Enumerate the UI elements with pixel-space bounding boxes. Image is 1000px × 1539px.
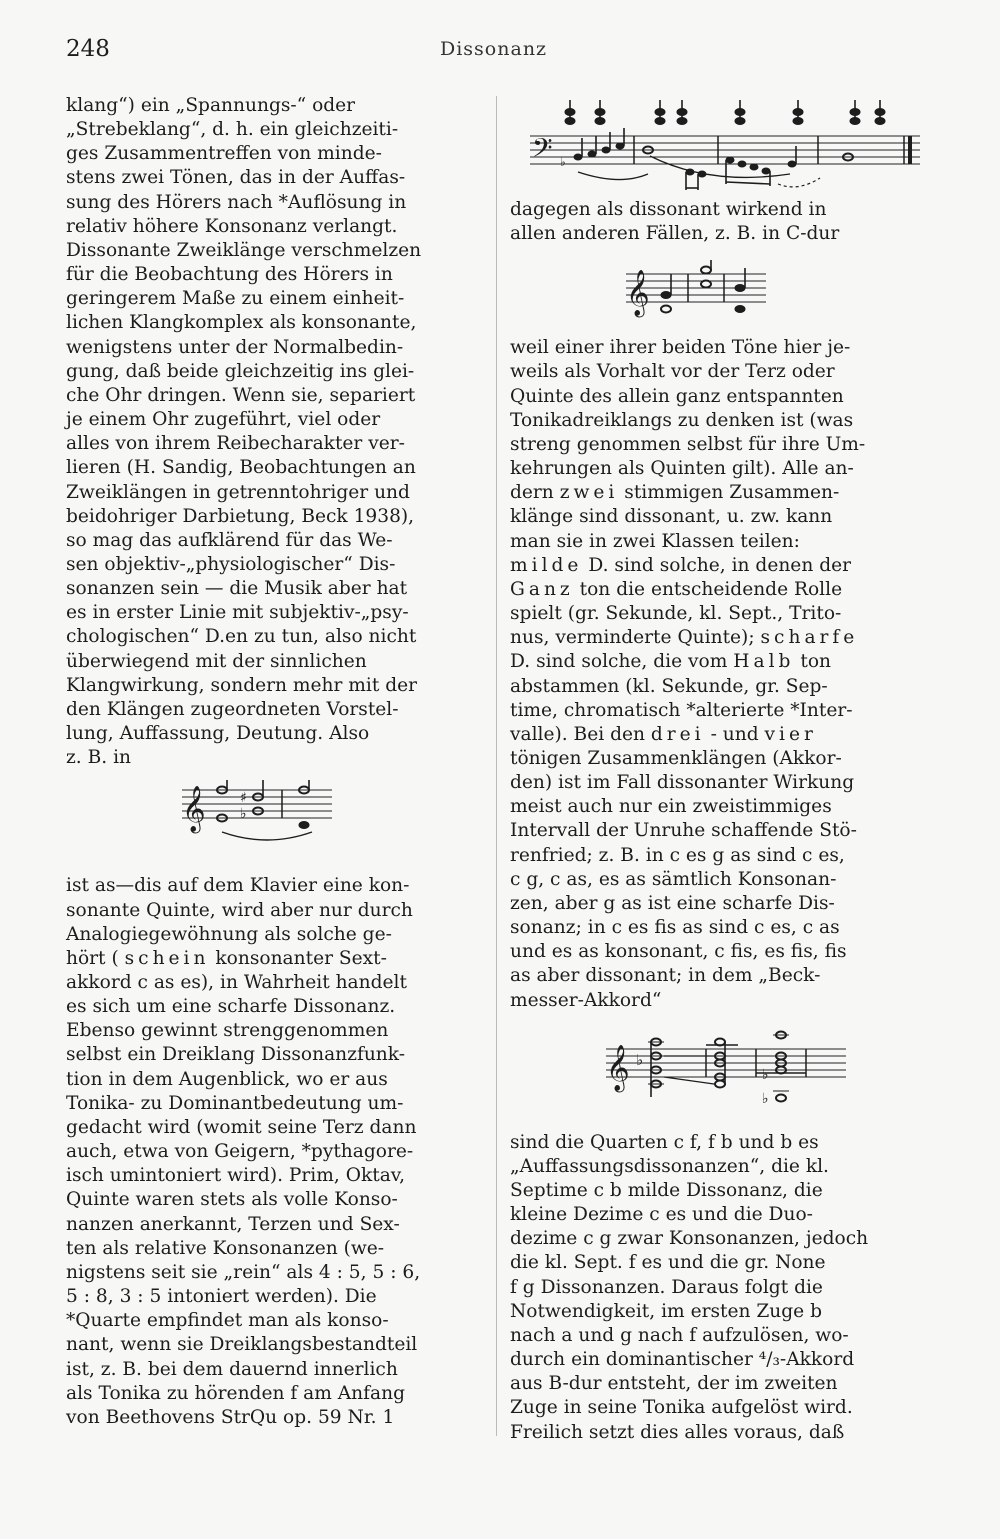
text-line: die kl. Sept. f es und die gr. None bbox=[510, 1252, 826, 1274]
text-line: auch, etwa von Geigern, *pythagore- bbox=[66, 1141, 414, 1163]
text-line: Notwendigkeit, im ersten Zuge b bbox=[510, 1300, 822, 1322]
text-line: lieren (H. Sandig, Beobachtungen an bbox=[66, 457, 416, 479]
text-fragment: ton bbox=[800, 651, 831, 673]
text-line: Tonika- zu Dominantbedeutung um- bbox=[66, 1092, 404, 1114]
music-example-svg bbox=[626, 260, 766, 320]
spaced-term: drei bbox=[650, 723, 705, 745]
page-number: 248 bbox=[66, 36, 110, 62]
left-text-block-b bbox=[66, 874, 486, 1430]
text-line: tion in dem Augenblick, wo er aus bbox=[66, 1068, 388, 1090]
text-fragment: D. sind solche, in denen der bbox=[588, 554, 851, 576]
text-line: als Tonika zu hörenden f am Anfang bbox=[66, 1382, 405, 1404]
text-line: überwiegend mit der sinnlichen bbox=[66, 650, 367, 672]
text-line: Tonikadreiklangs zu denken ist (was bbox=[510, 409, 854, 431]
spaced-term: Halb bbox=[733, 651, 795, 673]
text-line bbox=[510, 723, 925, 747]
music-example-beethoven bbox=[530, 94, 925, 190]
text-line: Intervall der Unruhe schaffende Stö- bbox=[510, 820, 857, 842]
text-line: aus B-dur entsteht, der im zweiten bbox=[510, 1373, 838, 1395]
left-column bbox=[66, 94, 486, 1430]
treble-clef-icon: 𝄞 bbox=[606, 1044, 630, 1091]
left-text-block-a bbox=[66, 94, 486, 770]
treble-clef-icon: 𝄞 bbox=[626, 270, 650, 317]
text-line: sonante Quinte, wird aber nur durch bbox=[66, 899, 413, 921]
text-line: che Ohr dringen. Wenn sie, separiert bbox=[66, 384, 416, 406]
music-example-beckmesser bbox=[606, 1025, 925, 1115]
music-example-c-dur bbox=[626, 260, 925, 320]
music-example-svg bbox=[182, 780, 332, 850]
text-line: Zweiklängen in getrenntohriger und bbox=[66, 481, 410, 503]
text-line: dezime c g zwar Konsonanzen, jedoch bbox=[510, 1228, 869, 1250]
text-fragment: - und bbox=[710, 723, 759, 745]
flat-icon: ♭ bbox=[636, 1050, 644, 1069]
spaced-term: Ganz bbox=[510, 578, 574, 600]
text-line: klänge sind dissonant, u. zw. kann bbox=[510, 506, 833, 528]
text-line: ges Zusammentreffen von minde- bbox=[66, 143, 382, 165]
text-line: kleine Dezime c es und die Duo- bbox=[510, 1204, 813, 1226]
text-line: lung, Auffassung, Deutung. Also bbox=[66, 723, 370, 745]
text-line bbox=[510, 554, 925, 578]
flat-icon: ♭ bbox=[240, 806, 247, 823]
text-line: c g, c as, es as sämtlich Konsonan- bbox=[510, 868, 837, 890]
running-title: Dissonanz bbox=[440, 38, 548, 60]
text-line: Septime c b milde Dissonanz, die bbox=[510, 1180, 823, 1201]
text-line: renfried; z. B. in c es g as sind c es, bbox=[510, 844, 845, 866]
text-line: es sich um eine scharfe Dissonanz. bbox=[66, 996, 396, 1018]
text-line: selbst ein Dreiklang Dissonanzfunk- bbox=[66, 1044, 406, 1066]
text-line: abstammen (kl. Sekunde, gr. Sep- bbox=[510, 675, 828, 697]
column-divider bbox=[496, 96, 497, 1436]
text-line: weil einer ihrer beiden Töne hier je- bbox=[510, 337, 851, 359]
text-line: klang“) ein „Spannungs-“ oder bbox=[66, 95, 356, 116]
right-text-block-c bbox=[510, 1131, 925, 1445]
text-line: 5 : 8, 3 : 5 intoniert werden). Die bbox=[66, 1286, 377, 1308]
text-line: akkord c as es), in Wahrheit handelt bbox=[66, 972, 407, 993]
text-line: lichen Klangkomplex als konsonante, bbox=[66, 312, 417, 334]
sharp-icon: ♯ bbox=[240, 790, 247, 807]
text-fragment: D. sind solche, die vom bbox=[510, 651, 728, 673]
text-line bbox=[66, 947, 486, 971]
text-line: as aber dissonant; in dem „Beck- bbox=[510, 965, 821, 987]
text-line: streng genommen selbst für ihre Um- bbox=[510, 433, 866, 455]
music-example-svg bbox=[606, 1025, 846, 1115]
text-line: chologischen“ D.en zu tun, also nicht bbox=[66, 626, 417, 648]
text-line: z. B. in bbox=[66, 747, 132, 769]
text-line: nant, wenn sie Dreiklangsbestandteil bbox=[66, 1334, 418, 1356]
spaced-term: scharfe bbox=[760, 627, 859, 649]
text-line: allen anderen Fällen, z. B. in C-dur bbox=[510, 223, 840, 245]
text-line: stens zwei Tönen, das in der Auffas- bbox=[66, 167, 406, 189]
text-line: so mag das aufklärend für das We- bbox=[66, 529, 393, 551]
spaced-term: schein bbox=[124, 947, 210, 969]
text-line bbox=[66, 874, 486, 898]
text-line: Ebenso gewinnt strenggenommen bbox=[66, 1020, 389, 1042]
text-fragment: valle). Bei den bbox=[510, 723, 645, 745]
text-line: Analogiegewöhnung als solche ge- bbox=[66, 923, 392, 945]
right-text-block-b bbox=[510, 336, 925, 1012]
text-line: Quinte des allein ganz entspannten bbox=[510, 385, 844, 407]
text-line: geringerem Maße zu einem einheit- bbox=[66, 288, 405, 310]
text-line: gedacht wird (womit seine Terz dann bbox=[66, 1116, 417, 1138]
text-line: beidohriger Darbietung, Beck 1938), bbox=[66, 505, 415, 527]
text-line: weils als Vorhalt vor der Terz oder bbox=[510, 361, 835, 383]
text-line: time, chromatisch *alterierte *Inter- bbox=[510, 699, 853, 721]
text-line: Freilich setzt dies alles voraus, daß bbox=[510, 1421, 845, 1443]
spaced-term: milde bbox=[510, 554, 583, 576]
text-line: von Beethovens StrQu op. 59 Nr. 1 bbox=[66, 1406, 395, 1428]
text-line: zen, aber g as ist eine scharfe Dis- bbox=[510, 892, 835, 914]
text-line: alles von ihrem Reibecharakter ver- bbox=[66, 433, 405, 455]
text-line: durch ein dominantischer ⁴/₃-Akkord bbox=[510, 1349, 855, 1371]
text-line: nigstens seit sie „rein“ als 4 : 5, 5 : 6, bbox=[66, 1261, 421, 1283]
text-line: *Quarte empfindet man als konso- bbox=[66, 1310, 389, 1332]
text-line: „Auffassungsdissonanzen“, die kl. bbox=[510, 1155, 829, 1177]
text-line: es in erster Linie mit subjektiv-„psy- bbox=[66, 602, 409, 624]
text-line: f g Dissonanzen. Daraus folgt die bbox=[510, 1276, 823, 1298]
text-line: dagegen als dissonant wirkend in bbox=[510, 199, 827, 220]
text-line: Klangwirkung, sondern mehr mit der bbox=[66, 674, 418, 696]
treble-clef-icon: 𝄞 bbox=[182, 786, 206, 833]
text-line: „Strebeklang“, d. h. ein gleichzeiti- bbox=[66, 119, 399, 141]
text-line: Quinte waren stets als volle Konso- bbox=[66, 1189, 398, 1211]
upper-chords bbox=[565, 100, 885, 125]
text-fragment: stimmigen Zusammen- bbox=[624, 482, 840, 504]
text-line: relativ höhere Konsonanz verlangt. bbox=[66, 215, 398, 237]
spaced-term: vier bbox=[764, 723, 817, 745]
text-fragment: ist as—dis auf dem Klavier eine kon- bbox=[66, 875, 410, 897]
text-line: ten als relative Konsonanzen (we- bbox=[66, 1237, 385, 1259]
text-line: sonanz; in c es fis as sind c es, c as bbox=[510, 917, 840, 939]
text-line: kehrungen als Quinten gilt). Alle an- bbox=[510, 458, 854, 480]
spaced-term: zwei bbox=[559, 482, 619, 504]
text-line: man sie in zwei Klassen teilen: bbox=[510, 530, 800, 552]
text-line: nanzen anerkannt, Terzen und Sex- bbox=[66, 1213, 400, 1235]
bass-clef-icon: 𝄢 bbox=[532, 132, 553, 170]
text-line: für die Beobachtung des Hörers in bbox=[66, 264, 393, 286]
text-line: messer-Akkord“ bbox=[510, 989, 662, 1011]
text-line: sen objektiv-„physiologischer“ Dis- bbox=[66, 553, 396, 575]
text-line bbox=[510, 578, 925, 602]
text-line: den Klängen zugeordneten Vorstel- bbox=[66, 698, 399, 720]
music-example-svg bbox=[530, 94, 920, 190]
svg-text:♭: ♭ bbox=[762, 1090, 769, 1107]
text-line: je einem Ohr zugeführt, viel oder bbox=[66, 409, 381, 431]
text-line bbox=[510, 481, 925, 505]
text-fragment: dern bbox=[510, 482, 554, 504]
text-line: meist auch nur ein zweistimmiges bbox=[510, 796, 832, 818]
text-line: gung, daß beide gleichzeitig ins glei- bbox=[66, 360, 415, 382]
text-line: tönigen Zusammenklängen (Akkor- bbox=[510, 747, 842, 769]
text-fragment: konsonanter Sext- bbox=[215, 947, 387, 969]
right-column bbox=[510, 94, 925, 1445]
text-line: wenigstens unter der Normalbedin- bbox=[66, 336, 404, 358]
text-line: Dissonante Zweiklänge verschmelzen bbox=[66, 239, 422, 261]
text-line: sonanzen sein — die Musik aber hat bbox=[66, 578, 408, 600]
text-line: Zuge in seine Tonika aufgelöst wird. bbox=[510, 1397, 853, 1419]
text-line: den) ist im Fall dissonanter Wirkung bbox=[510, 772, 855, 794]
text-fragment: hört ( bbox=[66, 947, 119, 969]
text-fragment: ton die entscheidende Rolle bbox=[579, 578, 843, 600]
text-line: und es as konsonant, c fis, es fis, fis bbox=[510, 941, 847, 963]
right-text-block-a bbox=[510, 198, 925, 246]
svg-text:♭: ♭ bbox=[762, 1066, 769, 1083]
text-line: spielt (gr. Sekunde, kl. Sept., Trito- bbox=[510, 603, 842, 625]
text-line: sung des Hörers nach *Auflösung in bbox=[66, 191, 407, 213]
text-line: nach a und g nach f aufzulösen, wo- bbox=[510, 1324, 849, 1346]
text-line bbox=[510, 650, 925, 674]
text-line: ist, z. B. bei dem dauernd innerlich bbox=[66, 1358, 398, 1380]
text-line: isch umintoniert wird). Prim, Oktav, bbox=[66, 1165, 405, 1187]
text-line: sind die Quarten c f, f b und b es bbox=[510, 1131, 819, 1153]
text-fragment: nus, verminderte Quinte); bbox=[510, 627, 755, 649]
svg-text:♭: ♭ bbox=[560, 155, 566, 169]
music-example-as-dis bbox=[182, 780, 486, 850]
text-line bbox=[510, 626, 925, 650]
